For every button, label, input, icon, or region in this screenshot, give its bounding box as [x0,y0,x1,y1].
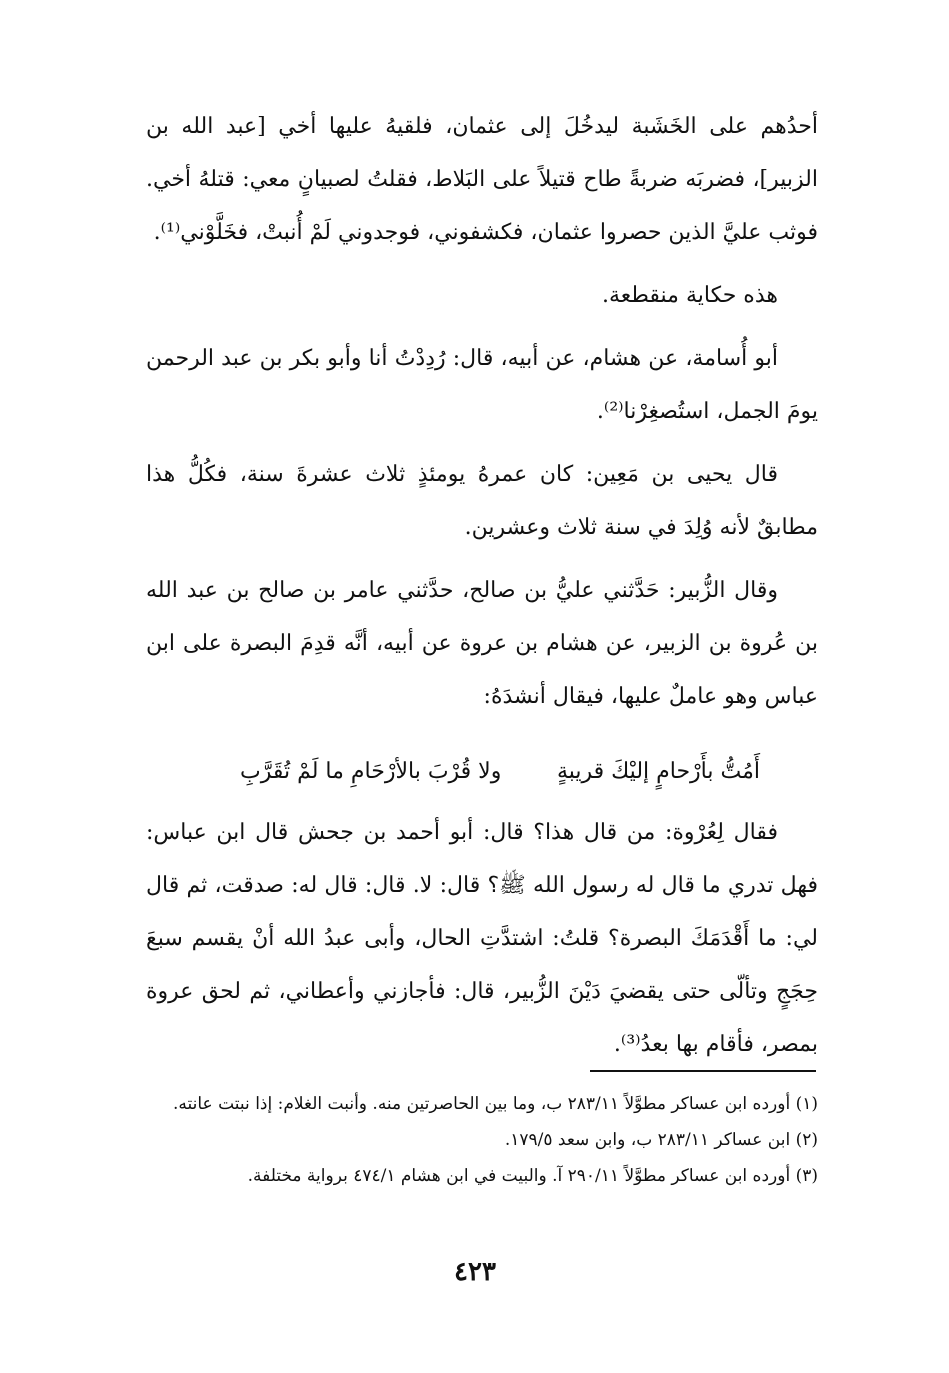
verse-second-hemistich: ولا قُرْبَ بالأرْحَامِ ما لَمْ تُقَرَّبِ [240,759,502,784]
paragraph-1: أحدُهم على الخَشَبة ليدخُلَ إلى عثمان، فلقيهُ عليها أخي [عبد الله بن الزبير]، فضربَه ضربةً طاح قتيلاً على البَلاط، فقلتُ لصبيانٍ معي: قتلهُ أخي. فوثب عليَّ الذين حصروا عثمان، فكشفوني، فوجدوني لَمْ أُنبتْ، فخَلَّوْني⁽¹⁾. [146,114,818,245]
verse-first-hemistich: أَمُتُّ بأَرْحامٍ إليْكَ قريبةٍ [556,759,760,784]
paragraph-6: فقال لِعُرْوة: من قال هذا؟ قال: أبو أحمد بن جحش قال ابن عباس: فهل تدري ما قال له رسول الله ﷺ؟ قال: لا. قال: قال له: صدقت، ثم قال لي: ما أَقْدَمَكَ البصرة؟ قلتُ: اشتدَّتِ الحال، وأبى عبدُ الله أنْ يقسم سبعَ حِجَجٍ وتألّى حتى يقضيَ دَيْنَ الزُّبير، قال: فأجازني وأعطاني، ثم لحق عروة بمصر، فأقام بها بعدُ⁽³⁾. [146,820,818,1057]
footnote-1: (١) أورده ابن عساكر مطوَّلاً ٢٨٣/١١ ب، وما بين الحاصرتين منه. وأنبت الغلام: إذا نبتت عانته. [173,1094,818,1114]
footnote-3: (٣) أورده ابن عساكر مطوَّلاً ٢٩٠/١١ آ. والبيت في ابن هشام ٤٧٤/١ برواية مختلفة. [247,1166,818,1186]
footnote-2: (٢) ابن عساكر ٢٨٣/١١ ب، وابن سعد ١٧٩/٥. [504,1130,818,1150]
footnotes [146,1086,818,1194]
footnote-divider [590,1070,816,1072]
body-text-lower [146,806,818,1071]
paragraph-3: أبو أُسامة، عن هشام، عن أبيه، قال: رُدِدْتُ أنا وأبو بكر بن عبد الرحمن يومَ الجمل، استُصغِرْنا⁽²⁾. [146,346,818,424]
paragraph-2: هذه حكاية منقطعة. [601,283,778,308]
paragraph-4: قال يحيى بن مَعِين: كان عمرهُ يومئذٍ ثلاث عشرةَ سنة، فكُلُّ هذا مطابقٌ لأنه وُلِدَ في سنة ثلاث وعشرين. [146,462,818,540]
body-text-upper [146,100,818,723]
poetry-verse [200,744,820,800]
page-number: ٤٢٣ [454,1257,496,1287]
paragraph-5: وقال الزُّبير: حَدَّثني عليُّ بن صالح، حدَّثني عامر بن صالح بن عبد الله بن عُروة بن الزبير، عن هشام بن عروة عن أبيه، أنَّه قدِمَ البصرة على ابن عباس وهو عاملٌ عليها، فيقال أنشدَهُ: [146,578,818,709]
